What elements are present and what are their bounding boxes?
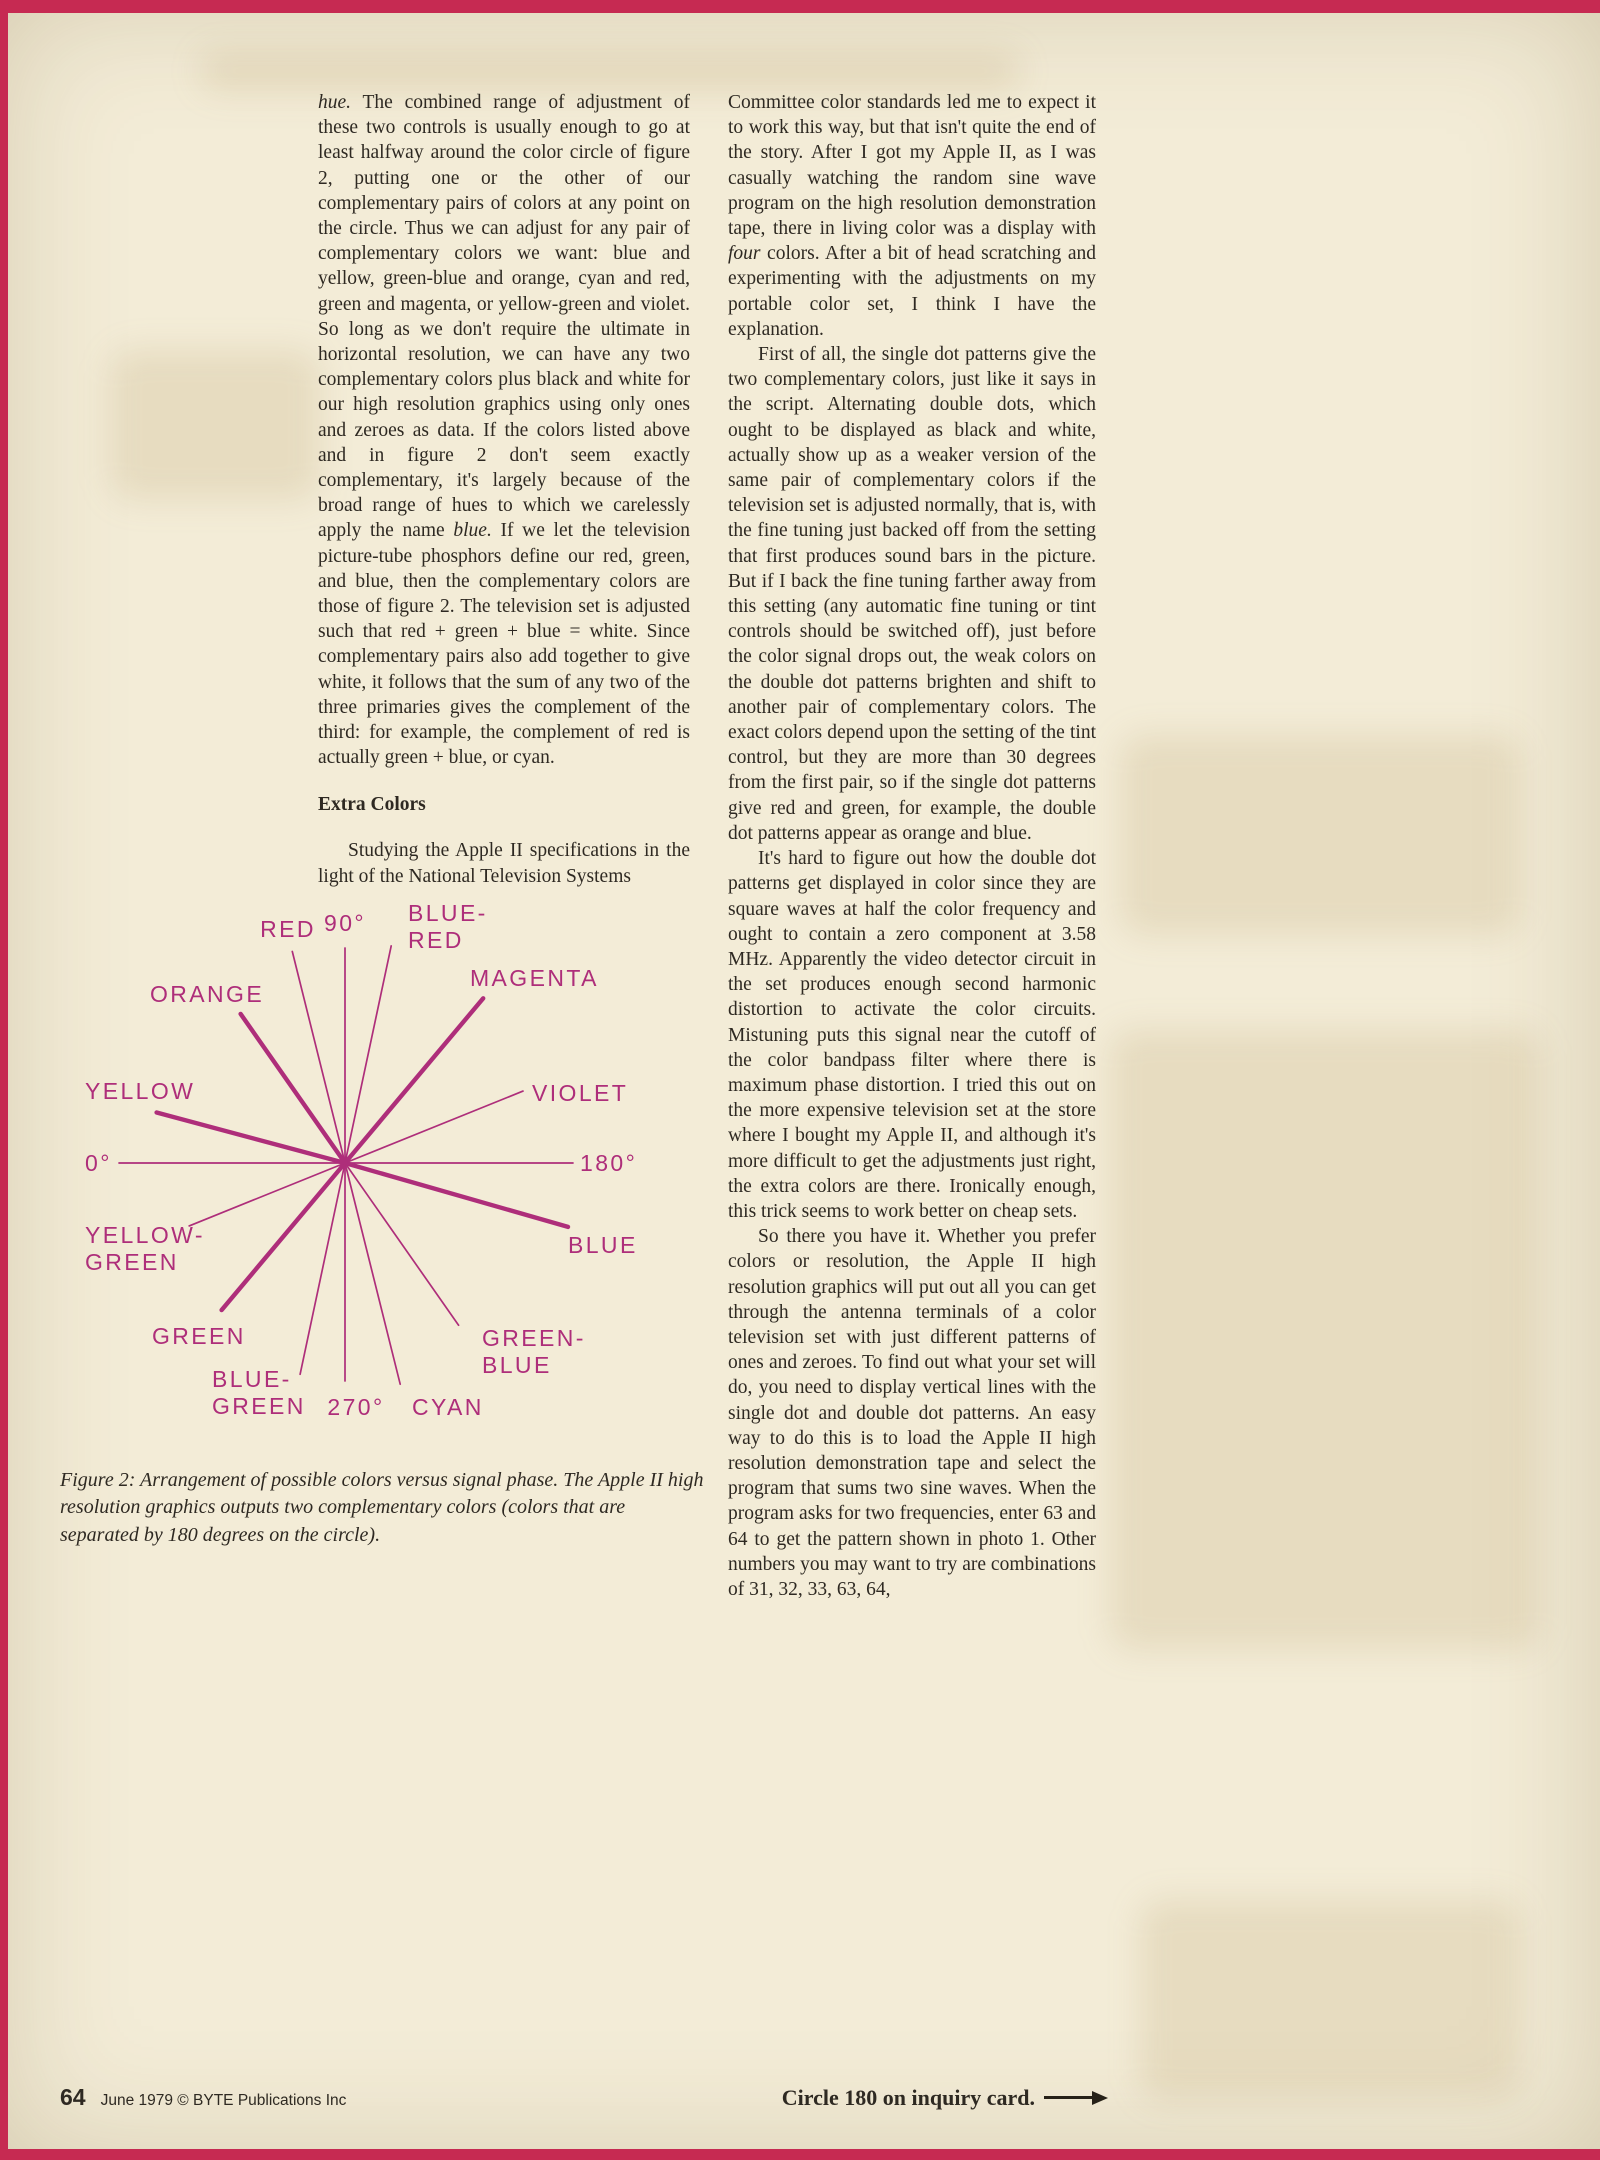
diagram-label-0: 0° <box>85 1149 112 1176</box>
diagram-label-violet: VIOLET <box>532 1079 629 1106</box>
diagram-spoke-green <box>222 1163 345 1310</box>
article-paragraph: Committee color standards led me to expect it to work this way, but that isn't quite the end of the story. After I got my Apple II, as I was casually watching the random sine wave program on the high resolution demonstration tape, there in living color was a display with four colors. After a bit of head scratching and experimenting with the adjustments on my portable color set, I think I have the explanation. <box>728 92 1096 340</box>
figure-caption: Figure 2: Arrangement of possible colors versus signal phase. The Apple II high resolution graphics outputs two complementary colors (colors that are separated by 180 degrees on the circle). <box>60 1468 704 1546</box>
arrow-line <box>1044 2096 1092 2100</box>
left-column <box>60 90 725 1549</box>
diagram-label-blue--green: BLUE-GREEN <box>212 1365 306 1419</box>
diagram-label-90: 90° <box>324 909 366 936</box>
bleed-through-patch <box>1110 1030 1540 1650</box>
bleed-through-patch <box>1140 1900 1520 2100</box>
diagram-label-180: 180° <box>580 1149 638 1176</box>
diagram-spoke-red <box>292 951 345 1163</box>
diagram-spoke-blue--green <box>300 1163 345 1374</box>
publication-credit: June 1979 © BYTE Publications Inc <box>100 2092 347 2109</box>
page-footer <box>60 2084 1108 2111</box>
article-paragraph: hue. The combined range of adjustment of these two controls is usually enough to go at least halfway around the color circle of figure 2, putting one or the other of our complementary pairs of colors at any point on the circle. Thus we can adjust for any pair of complementary colors we want: blue and yellow, green-blue and orange, cyan and red, green and magenta, or yellow-green and violet. So long as we don't require the ultimate in horizontal resolution, we can have any two complementary colors plus black and white for our high resolution graphics using only ones and zeroes as data. If the colors listed above and in figure 2 don't seem exactly complementary, it's largely because of the broad range of hues to which we carelessly apply the name blue. If we let the television picture-tube phosphors define our red, green, and blue, then the complementary colors are those of figure 2. The television set is adjusted such that red + green + blue = white. Since complementary pairs also add together to give white, it follows that the sum of any two of the three primaries gives the complement of the third: for example, the complement of red is actually green + blue, or cyan. <box>318 92 691 769</box>
diagram-spoke-cyan <box>345 1163 400 1384</box>
section-heading: Extra Colors <box>318 794 426 816</box>
diagram-label-yellow: YELLOW <box>85 1077 196 1104</box>
diagram-label-blue--red: BLUE-RED <box>408 899 488 953</box>
inquiry-text: Circle 180 on inquiry card. <box>781 2084 1035 2110</box>
left-column-text <box>318 90 690 889</box>
article-paragraph: So there you have it. Whether you prefer colors or resolution, the Apple II high resolution graphics will put out all you can get through the antenna terminals of a color television set with just different patterns of ones and zeroes. To find out what your set will do, you need to display vertical lines with the single dot and double dot patterns. An easy way to do this is to load the Apple II high resolution demonstration tape and select the program that sums two sine waves. When the program asks for two frequencies, enter 63 and 64 to get the pattern shown in photo 1. Other numbers you may want to try are combinations of 31, 32, 33, 63, 64, <box>728 1226 1096 1600</box>
diagram-spoke-violet <box>345 1091 523 1163</box>
bleed-through-patch <box>200 52 1020 90</box>
article-paragraph: Studying the Apple II specifications in the light of the National Television Systems <box>318 840 690 887</box>
diagram-label-yellow--green: YELLOW-GREEN <box>85 1221 205 1275</box>
diagram-label-270: 270° <box>327 1393 385 1420</box>
diagram-spoke-yellow--green <box>189 1163 345 1226</box>
bleed-through-patch <box>1120 735 1520 935</box>
page-edge-bottom-bar <box>0 2149 1600 2160</box>
diagram-spoke-magenta <box>345 998 483 1163</box>
page-edge-top-bar <box>0 0 1600 13</box>
article-paragraph: It's hard to figure out how the double dot patterns get displayed in color since they are square waves at half the color frequency and ought to contain a zero component at 3.58 MHz. Apparently the video detector circuit in the set produces enough second harmonic distortion to activate the color circuits. Mistuning puts this signal near the cutoff of the color bandpass filter where there is maximum phase distortion. I tried this out on the more expensive television set at the store where I bought my Apple II, and although it's more difficult to get the adjustments just right, the extra colors are there. Ironically enough, this trick seems to work better on cheap sets. <box>728 848 1096 1222</box>
arrow-right-icon <box>1044 2091 1108 2105</box>
color-phase-diagram <box>60 891 710 1451</box>
diagram-label-magenta: MAGENTA <box>470 964 599 991</box>
footer-left <box>60 2084 346 2111</box>
page-edge-left-bar <box>0 0 8 2160</box>
arrow-head <box>1092 2091 1108 2105</box>
diagram-spoke-green--blue <box>345 1163 459 1325</box>
diagram-label-green--blue: GREEN-BLUE <box>482 1324 586 1378</box>
diagram-label-orange: ORANGE <box>150 980 265 1007</box>
diagram-spoke-blue--red <box>345 946 391 1163</box>
diagram-label-blue: BLUE <box>568 1231 638 1258</box>
article-paragraph: First of all, the single dot patterns give the two complementary colors, just like it says in the script. Alternating double dots, which ought to be displayed as black and white, actually show up as a weaker version of the same pair of complementary colors if the television set is adjusted normally, that is, with the fine tuning just backed off from the setting that first produces sound bars in the picture. But if I back the fine tuning farther away from this setting (any automatic fine tuning or tint controls should be switched off), just before the color signal drops out, the weak colors on the double dot patterns brighten and shift to another pair of complementary colors. The exact colors depend upon the setting of the tint control, but they are more than 30 degrees from the first pair, so if the single dot patterns give red and green, for example, the double dot patterns appear as orange and blue. <box>728 344 1096 844</box>
diagram-label-red: RED <box>260 915 316 942</box>
diagram-label-cyan: CYAN <box>412 1393 484 1420</box>
right-column <box>728 90 1096 1602</box>
inquiry-note <box>782 2085 1108 2111</box>
page-number: 64 <box>60 2084 86 2110</box>
diagram-spoke-blue <box>345 1163 568 1227</box>
diagram-label-green: GREEN <box>152 1322 246 1349</box>
